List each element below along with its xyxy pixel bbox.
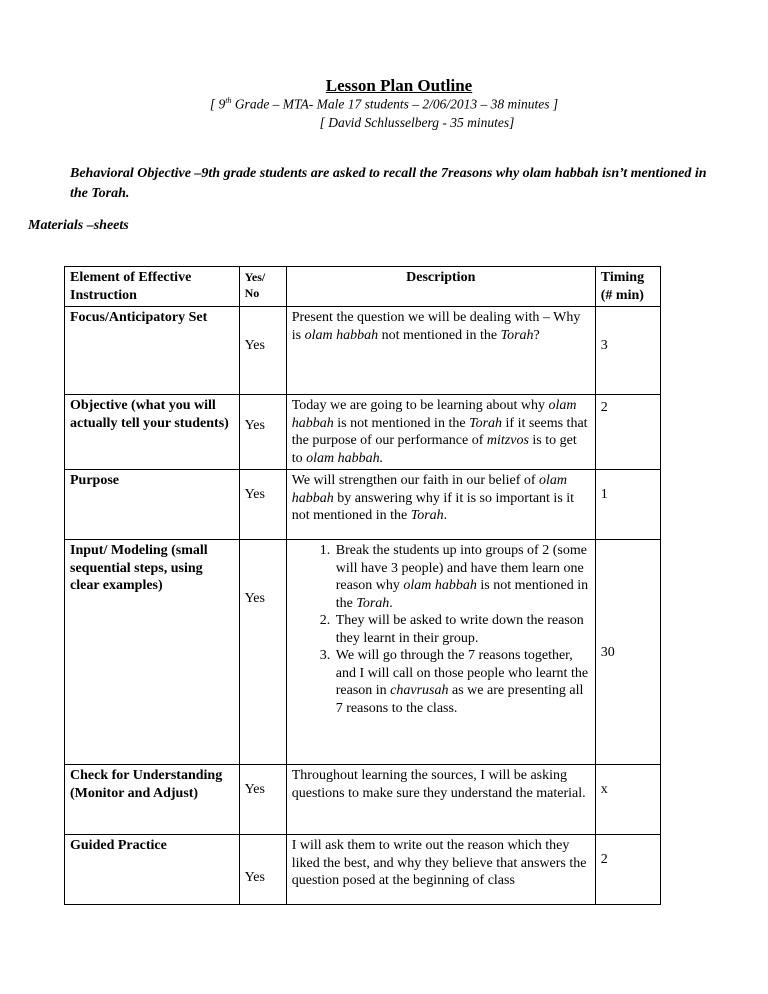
text-segment: Break the students up into groups of 2 (some will have 3 people) and have them learn one reason why <box>335 543 587 593</box>
text-segment: . <box>443 508 448 523</box>
italic-term: olam habbah <box>304 327 379 343</box>
timing-value: 2 <box>600 852 608 867</box>
header-element: Element of Effective Instruction <box>65 267 240 307</box>
text-segment: . <box>389 595 393 611</box>
yesno-cell <box>239 540 286 765</box>
yesno-value: Yes <box>244 487 265 502</box>
element-cell: Guided Practice <box>65 835 240 905</box>
element-cell: Objective (what you will actually tell your students) <box>65 395 240 470</box>
timing-value: 3 <box>600 338 608 353</box>
text-segment: They will be asked to write down the reason they learnt in their group. <box>335 613 584 646</box>
yesno-value: Yes <box>244 782 265 797</box>
text-segment: ? <box>533 327 540 343</box>
table-row <box>65 470 661 540</box>
italic-term: olam habbah <box>291 473 568 506</box>
steps-list <box>292 542 590 717</box>
timing-cell <box>595 835 660 905</box>
text-segment: is not mentioned in the <box>333 415 470 431</box>
text-segment: I will ask them to write out the reason which they liked the best, and why they believe that answers the question posed at the beginning of class <box>291 838 587 888</box>
italic-term: olam habbah <box>403 578 477 593</box>
table-row <box>65 835 661 905</box>
table-row <box>65 540 661 765</box>
page-title: Lesson Plan Outline <box>325 76 473 95</box>
yesno-cell <box>239 307 286 395</box>
yesno-cell <box>239 835 286 905</box>
description-cell <box>286 540 595 765</box>
timing-cell <box>595 765 660 835</box>
header-yesno: Yes/ No <box>239 267 286 307</box>
description-cell <box>286 470 595 540</box>
lesson-subtitle <box>0 96 768 113</box>
timing-cell <box>595 395 660 470</box>
italic-term: mitzvos <box>486 433 529 448</box>
italic-term: olam habbah. <box>306 450 384 466</box>
yesno-cell <box>239 765 286 835</box>
behavioral-objective: Behavioral Objective –9th grade students are asked to recall the 7reasons why olam habbah isn’t mentioned in the Torah. <box>70 166 707 201</box>
yesno-cell <box>239 470 286 540</box>
text-segment: by answering why if it is so important is it not mentioned in the <box>291 490 575 523</box>
text-segment: is not mentioned in the <box>335 578 589 611</box>
table-row <box>65 395 661 470</box>
table-row <box>65 307 661 395</box>
italic-term: Torah <box>410 508 444 523</box>
element-cell: Input/ Modeling (small sequential steps, using clear examples) <box>65 540 240 765</box>
subtitle-open: [ 9 <box>209 96 226 112</box>
table-header-row <box>65 267 661 307</box>
timing-cell <box>595 470 660 540</box>
text-segment: Today we are going to be learning about why <box>291 398 549 413</box>
text-segment: Present the question we will be dealing with – Why is <box>291 310 581 343</box>
text-segment: is to get to <box>291 433 577 466</box>
text-segment: if it seems that the purpose of our performance of <box>291 415 588 448</box>
text-segment: Throughout learning the sources, I will be asking questions to make sure they understand the material. <box>291 768 586 801</box>
materials-line: Materials –sheets <box>28 218 129 233</box>
description-cell <box>286 395 595 470</box>
timing-value: x <box>600 782 608 797</box>
subtitle-sup: th <box>225 96 232 105</box>
text-segment: as we are presenting all 7 reasons to the class. <box>335 683 584 716</box>
table-row <box>65 765 661 835</box>
element-cell: Focus/Anticipatory Set <box>65 307 240 395</box>
list-item <box>334 542 590 612</box>
list-item <box>334 647 590 717</box>
italic-term: chavrusah <box>390 683 449 698</box>
timing-cell <box>595 307 660 395</box>
yesno-value: Yes <box>244 591 265 606</box>
subtitle-rest: Grade – MTA- Male 17 students – 2/06/2013 – 38 minutes ] <box>231 96 559 112</box>
header-description: Description <box>286 267 595 307</box>
yesno-value: Yes <box>244 870 265 885</box>
text-segment: We will go through the 7 reasons together, and I will call on those people who learnt the reason in <box>335 648 589 698</box>
element-cell: Purpose <box>65 470 240 540</box>
yesno-value: Yes <box>244 418 265 433</box>
text-segment: We will strengthen our faith in our belief of <box>291 473 540 488</box>
description-cell <box>286 835 595 905</box>
list-item <box>334 612 590 647</box>
italic-term: Torah <box>500 327 534 343</box>
timing-value: 2 <box>600 400 608 415</box>
teacher-line: [ David Schlusselberg - 35 minutes] <box>319 115 515 130</box>
text-segment: not mentioned in the <box>378 327 501 343</box>
lesson-table <box>64 266 661 905</box>
timing-cell <box>595 540 660 765</box>
yesno-value: Yes <box>244 338 265 353</box>
timing-value: 1 <box>600 487 608 502</box>
description-cell <box>286 765 595 835</box>
element-cell: Check for Understanding (Monitor and Adjust) <box>65 765 240 835</box>
timing-value: 30 <box>600 645 615 660</box>
header-timing: Timing (# min) <box>595 267 660 307</box>
yesno-cell <box>239 395 286 470</box>
italic-term: olam habbah <box>291 398 577 431</box>
italic-term: Torah <box>469 415 503 431</box>
italic-term: Torah <box>356 595 390 611</box>
description-cell <box>286 307 595 395</box>
